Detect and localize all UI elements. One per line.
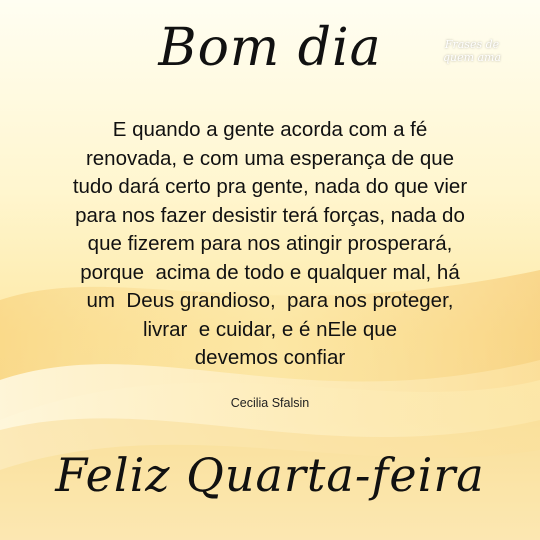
- message-line: renovada, e com uma esperança de que: [85, 146, 455, 170]
- watermark-logo: [432, 38, 512, 64]
- closing-title: Feliz Quarta-feira: [55, 448, 485, 502]
- greeting-title: Bom dia: [158, 18, 382, 78]
- watermark-line: quem ama: [442, 51, 502, 64]
- watermark-line: Frases de: [444, 38, 500, 51]
- message-line: livrar e cuidar, e é nEle que: [142, 317, 398, 341]
- message-line: devemos confiar: [194, 346, 346, 369]
- message-line: um Deus grandioso, para nos proteger,: [86, 289, 454, 312]
- message-text: [20, 116, 520, 373]
- message-line: que fizerem para nos atingir prosperará,: [87, 232, 453, 255]
- message-line: tudo dará certo pra gente, nada do que vier: [72, 175, 468, 198]
- message-line: para nos fazer desistir terá forças, nada do: [75, 203, 465, 227]
- message-line: porque acima de todo e qualquer mal, há: [80, 260, 460, 284]
- message-line: E quando a gente acorda com a fé: [112, 118, 428, 141]
- author-credit: Cecilia Sfalsin: [230, 396, 310, 410]
